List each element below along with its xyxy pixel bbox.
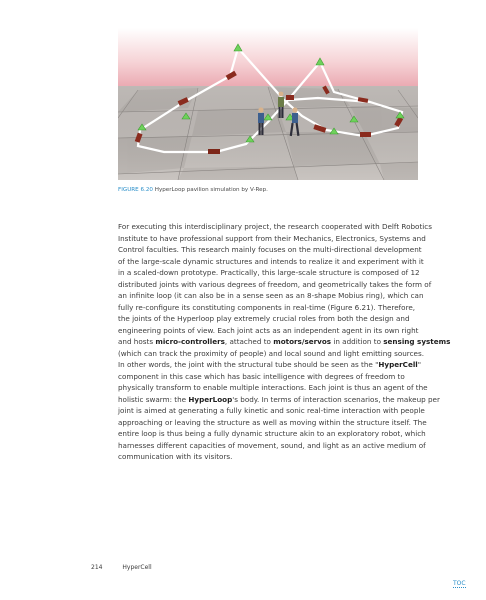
toc-link[interactable]: TOC [453, 580, 466, 587]
joint [286, 95, 294, 100]
text-fragment: In other words, the joint with the structural tube should be seen as the " [118, 360, 379, 369]
term-micro-controllers: micro-controllers [155, 337, 225, 346]
page-number: 214 [91, 564, 103, 571]
term-hyperloop: HyperLoop [188, 394, 233, 404]
text-line: fully re-configure its constituting components in real-time (Figure 6.21). Therefore, [118, 302, 416, 312]
text-line: For executing this interdisciplinary project, the research cooperated with Delft Robotics [118, 222, 432, 231]
text-line: joint is aimed at generating a fully kinetic and sonic real-time interaction with people [118, 406, 425, 415]
text-fragment: in addition to [331, 337, 384, 346]
joint [360, 132, 371, 137]
term-hypercell: HyperCell [378, 360, 418, 369]
figure-caption-text: HyperLoop pavilion simulation by V-Rep. [154, 187, 268, 193]
text-line: Control faculties. This research mainly focuses on the multi-directional development [118, 245, 422, 254]
text-line: harnesses different capacities of movement, sound, and light as an active medium of [118, 440, 426, 450]
figure-caption-label: FIGURE 6.20 [118, 187, 153, 193]
text-line: engineering points of view. Each joint acts as an independent agent in its own right [118, 325, 419, 335]
term-motors-servos: motors/servos [273, 337, 332, 346]
text-line: communication with its visitors. [118, 452, 233, 461]
text-fragment: 's body. In terms of interaction scenarios, the makeup per [232, 394, 440, 404]
running-title: HyperCell [122, 564, 152, 571]
text-line: Institute to have professional support from their Mechanics, Electronics, Systems and [118, 233, 426, 243]
text-line: (which can track the proximity of people) and local sound and light emitting sources. [118, 348, 424, 358]
joint [208, 149, 220, 154]
text-fragment: and hosts [118, 337, 156, 346]
text-line: approaching or leaving the structure as well as moving within the structure itself. The [118, 417, 427, 427]
figure-caption [118, 186, 418, 194]
text-line: entire loop is thus being a fully dynamic structure akin to an exploratory robot, which [118, 429, 426, 438]
text-line [118, 336, 451, 348]
text-line: an infinite loop (it can also be in a sense seen as an 8-shape Mobius ring), which can [118, 291, 424, 300]
text-line: physically transform to enable multiple interactions. Each joint is thus an agent of the [118, 383, 428, 392]
text-line: component in this case which has basic intelligence with degrees of freedom to [118, 371, 405, 381]
page-footer [91, 564, 152, 571]
text-line: distributed joints with various degrees of freedom, and geometrically takes the form of [118, 279, 432, 289]
text-fragment: " [417, 360, 422, 369]
text-line: in a scaled-down prototype. Practically, this large-scale structure is composed of 12 [118, 268, 420, 277]
text-line [118, 359, 436, 371]
hyperloop-simulation-figure [118, 28, 418, 180]
text-fragment: holistic swarm: the [118, 394, 189, 404]
term-sensing-systems: sensing systems [383, 337, 451, 346]
text-line: the joints of the Hyperloop play extremely crucial roles from both the design and [118, 314, 410, 323]
text-fragment: , attached to [224, 337, 274, 346]
text-line: of the large-scale dynamic structures and intends to realize it and experiment with it [118, 256, 424, 266]
text-line [118, 394, 440, 406]
body-paragraph [118, 221, 451, 463]
